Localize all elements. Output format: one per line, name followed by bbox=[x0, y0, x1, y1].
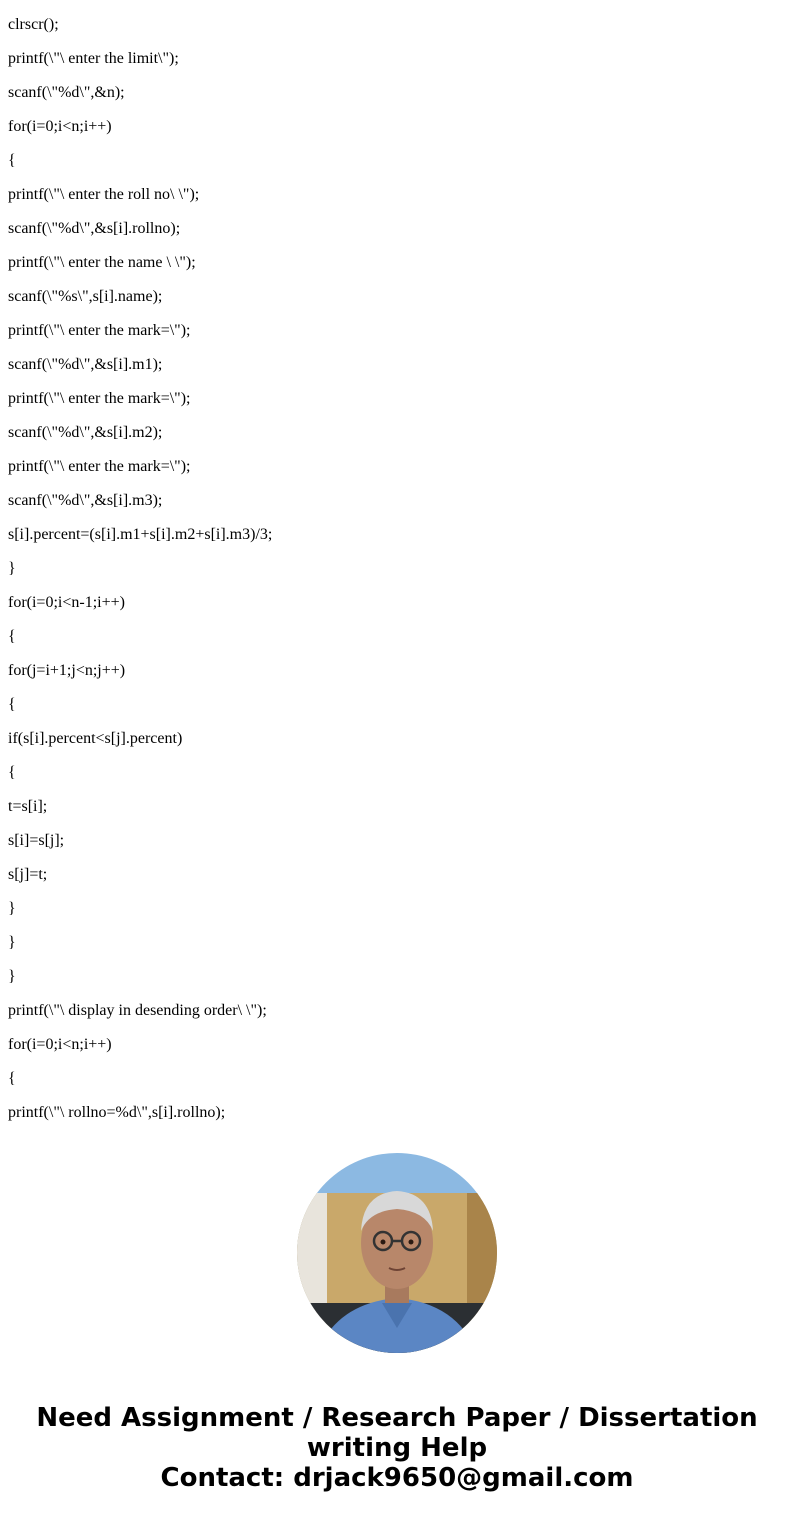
footer-contact-email: Contact: drjack9650@gmail.com bbox=[160, 1463, 634, 1493]
code-line: clrscr(); bbox=[8, 16, 59, 33]
code-line: printf(\"\ enter the mark=\"); bbox=[8, 390, 191, 407]
code-listing bbox=[8, 8, 272, 1130]
code-line: t=s[i]; bbox=[8, 798, 48, 815]
code-line: for(i=0;i<n;i++) bbox=[8, 1036, 112, 1053]
code-line: if(s[i].percent<s[j].percent) bbox=[8, 730, 183, 747]
code-line: scanf(\"%d\",&s[i].m3); bbox=[8, 492, 163, 509]
code-line: { bbox=[8, 1070, 16, 1087]
code-line: { bbox=[8, 628, 16, 645]
code-line: s[i].percent=(s[i].m1+s[i].m2+s[i].m3)/3; bbox=[8, 526, 273, 543]
code-line: printf(\"\ enter the mark=\"); bbox=[8, 458, 191, 475]
code-line: printf(\"\ enter the roll no\ \"); bbox=[8, 186, 200, 203]
code-line: printf(\"\ rollno=%d\",s[i].rollno); bbox=[8, 1104, 226, 1121]
code-line: for(i=0;i<n-1;i++) bbox=[8, 594, 125, 611]
contact-footer bbox=[0, 1403, 794, 1493]
code-line: scanf(\"%d\",&s[i].m2); bbox=[8, 424, 163, 441]
code-line: { bbox=[8, 764, 16, 781]
code-line: printf(\"\ enter the limit\"); bbox=[8, 50, 179, 67]
code-line: scanf(\"%d\",&s[i].m1); bbox=[8, 356, 163, 373]
code-line: s[j]=t; bbox=[8, 866, 48, 883]
author-avatar bbox=[297, 1153, 497, 1353]
code-line: } bbox=[8, 968, 16, 985]
code-line: printf(\"\ display in desending order\ \"); bbox=[8, 1002, 267, 1019]
code-line: { bbox=[8, 696, 16, 713]
code-line: scanf(\"%d\",&s[i].rollno); bbox=[8, 220, 181, 237]
code-line: printf(\"\ enter the name \ \"); bbox=[8, 254, 196, 271]
person-photo-icon bbox=[297, 1153, 497, 1353]
code-line: for(i=0;i<n;i++) bbox=[8, 118, 112, 135]
code-line: } bbox=[8, 934, 16, 951]
footer-subheadline: writing Help bbox=[306, 1433, 488, 1463]
code-line: printf(\"\ enter the mark=\"); bbox=[8, 322, 191, 339]
code-line: scanf(\"%s\",s[i].name); bbox=[8, 288, 163, 305]
code-line: } bbox=[8, 560, 16, 577]
code-line: for(j=i+1;j<n;j++) bbox=[8, 662, 126, 679]
code-line: scanf(\"%d\",&n); bbox=[8, 84, 125, 101]
code-line: } bbox=[8, 900, 16, 917]
footer-headline: Need Assignment / Research Paper / Dissertation bbox=[36, 1403, 758, 1433]
code-line: s[i]=s[j]; bbox=[8, 832, 65, 849]
code-line: { bbox=[8, 152, 16, 169]
